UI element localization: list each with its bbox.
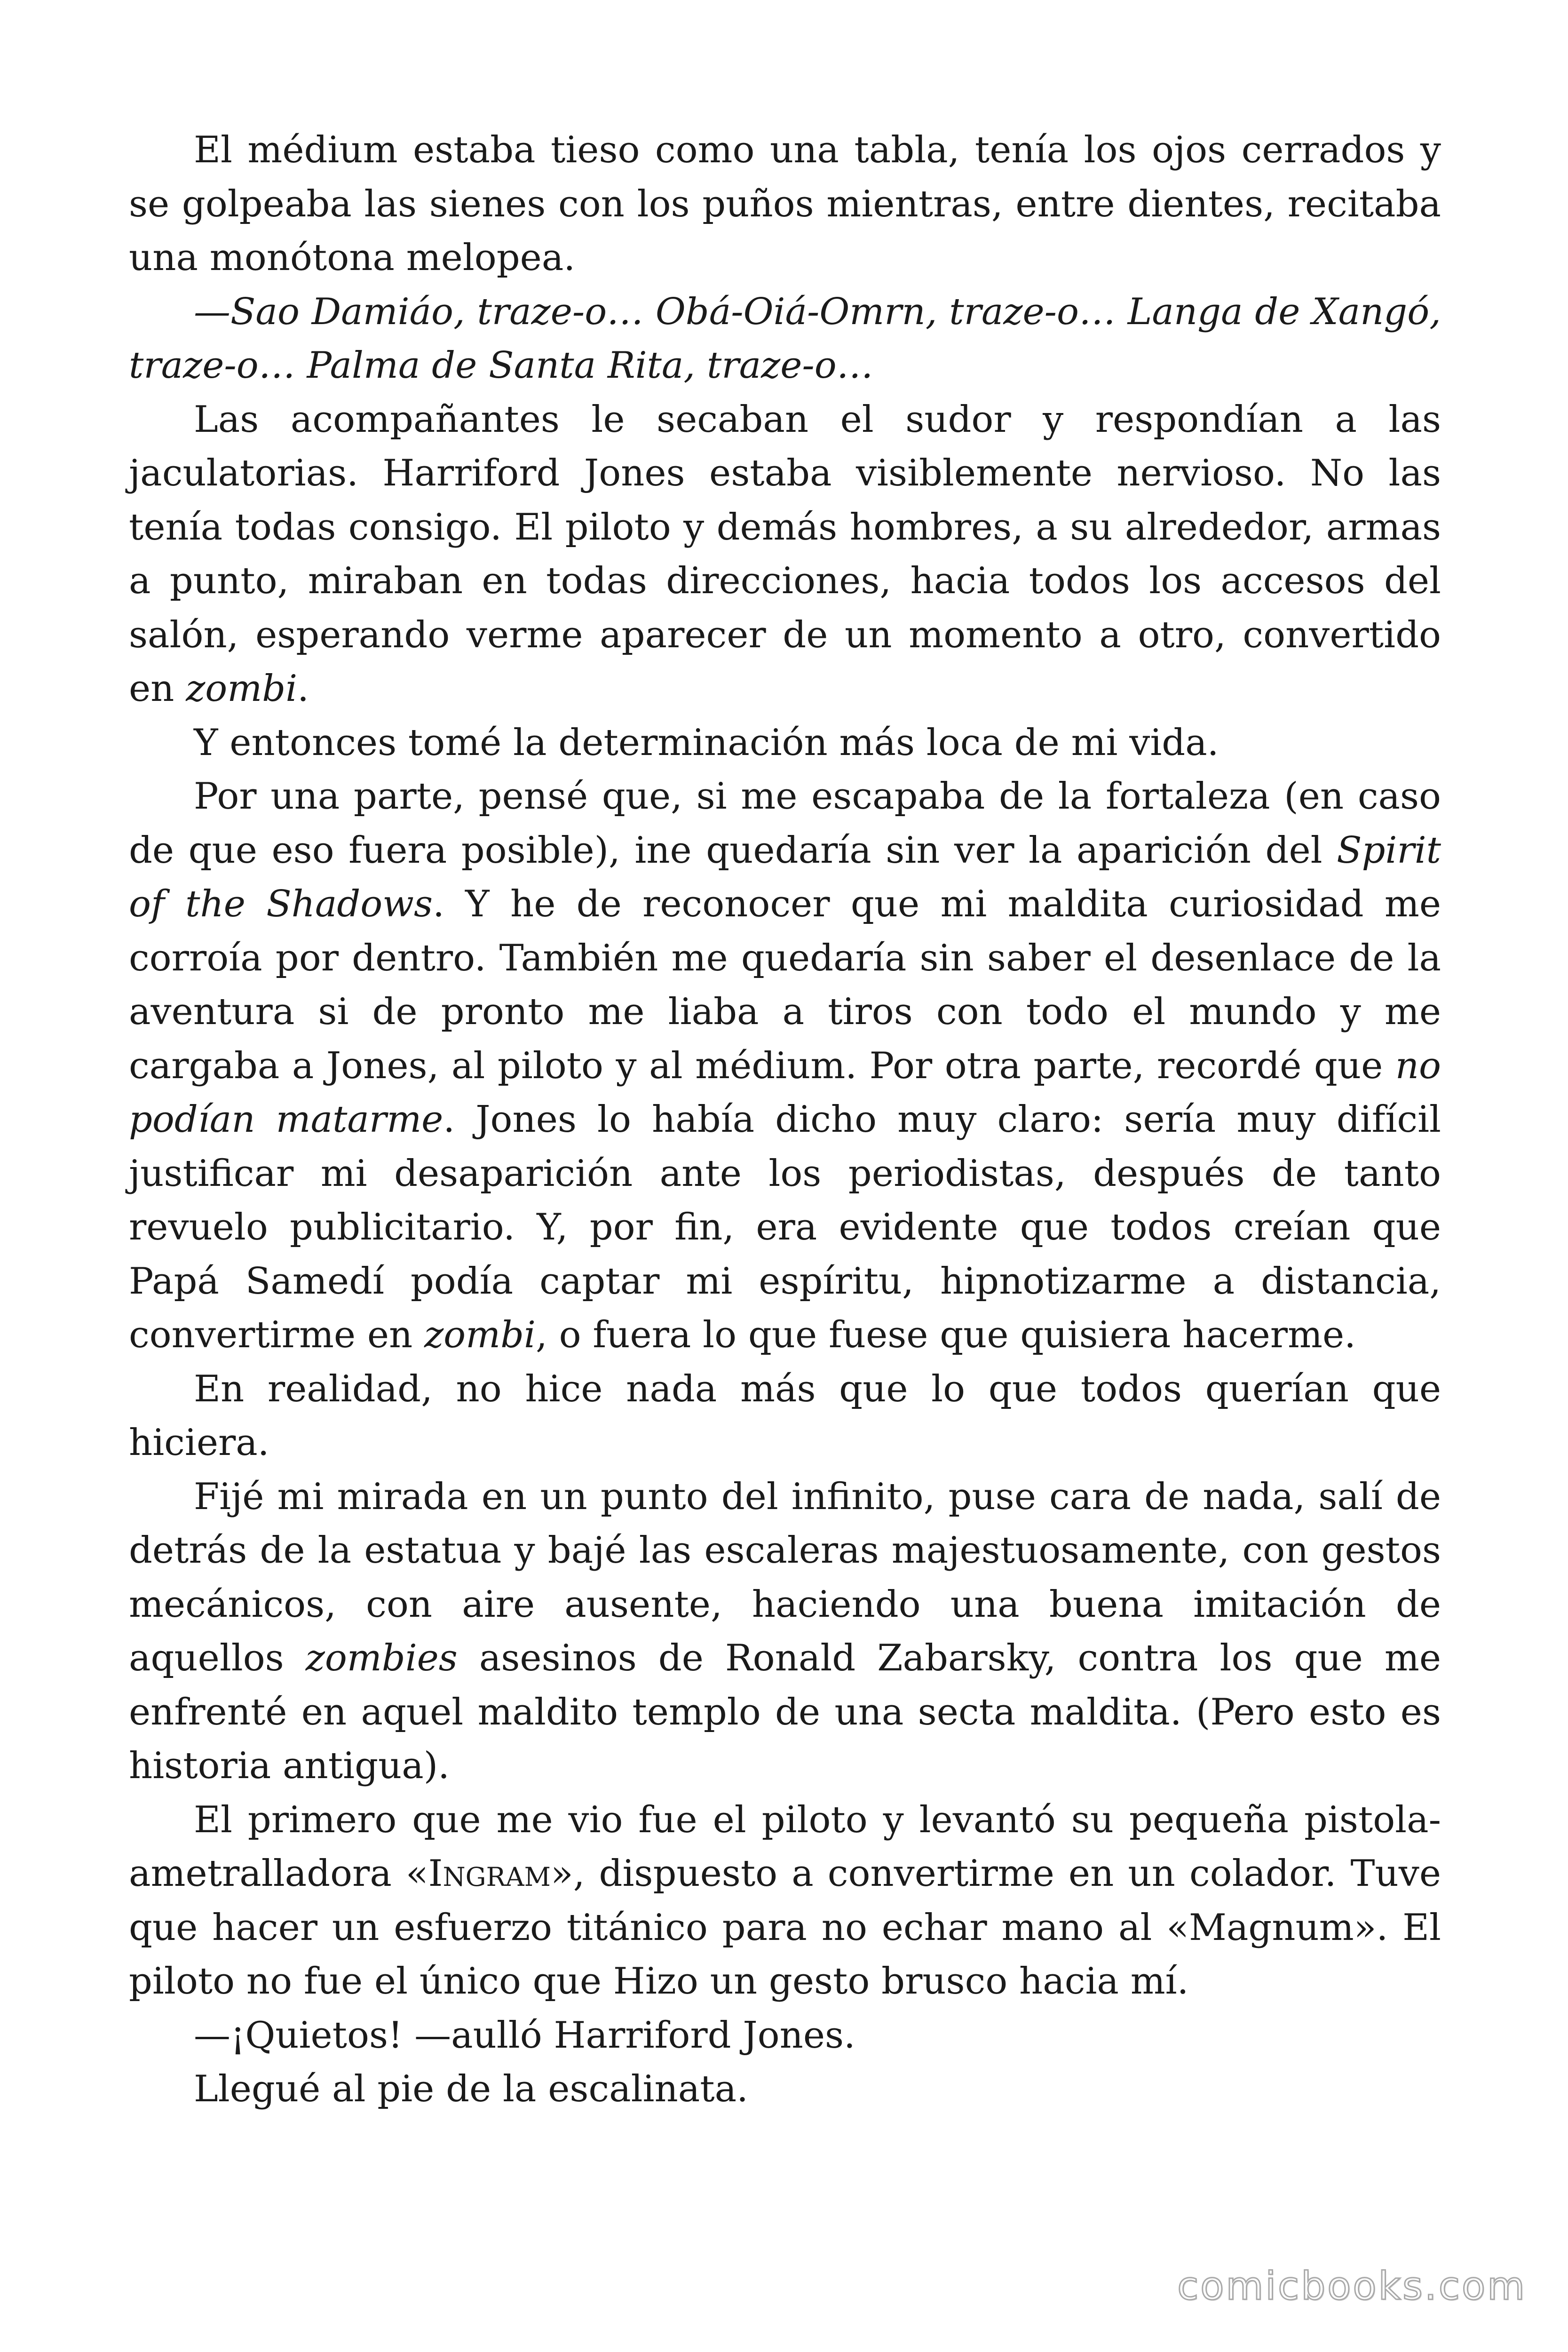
- page-body-text: [129, 123, 1441, 2116]
- paragraph: [129, 1793, 1441, 2009]
- paragraph: [129, 770, 1441, 1362]
- text-run: Por una parte, pensé que, si me escapaba de la fortaleza (en caso de que eso fuera posible), ine quedaría sin ver la aparición del: [129, 775, 1441, 872]
- text-run: . Jones lo había dicho muy claro: sería muy difícil justificar mi desaparición ante los periodistas, después de tanto revuelo publicitario. Y, por fin, era evidente que todos creían que Papá Samedí podía captar mi espíritu, hipnotizarme a distancia, convertirme en: [129, 1098, 1441, 1356]
- text-run: Fijé mi mirada en un punto del infinito, puse cara de nada, salí de detrás de la estatua y bajé las escaleras majestuosamente, con gestos mecánicos, con aire ausente, haciendo una buena imitación de aquellos: [129, 1475, 1441, 1679]
- italic-text: Spirit of the Shadows: [129, 829, 1441, 925]
- text-run: », dispuesto a convertirme en un colador. Tuve que hacer un esfuerzo titánico para no echar mano al «Magnum». El piloto no fue el único que Hizo un gesto brusco hacia mí.: [129, 1852, 1441, 2002]
- italic-text: —Sao Damiáo, traze-o… Obá-Oiá-Omrn, traze-o… Langa de Xangó, traze-o… Palma de Santa Rita, traze-o…: [129, 290, 1441, 387]
- text-run: Llegué al pie de la escalinata.: [194, 2068, 748, 2110]
- paragraph: [129, 2009, 1441, 2063]
- italic-text: no podían matarme: [129, 1044, 1441, 1141]
- text-run: El médium estaba tieso como una tabla, tenía los ojos cerrados y se golpeaba las sienes con los puños mientras, entre dientes, recitaba una monótona melopea.: [129, 129, 1441, 279]
- text-run: Las acompañantes le secaban el sudor y respondían a las jaculatorias. Harriford Jones estaba visiblemente nervioso. No las tenía todas consigo. El piloto y demás hombres, a su alrededor, armas a punto, miraban en todas direcciones, hacia todos los accesos del salón, esperando verme aparecer de un momento a otro, convertido en: [129, 398, 1441, 710]
- italic-text: zombi: [186, 667, 298, 710]
- paragraph: [129, 285, 1441, 393]
- paragraph: [129, 716, 1441, 770]
- watermark-text: comicbooks.com: [1177, 2264, 1527, 2309]
- text-run: El primero que me vio fue el piloto y levantó su pequeña pistola-ametralladora «: [129, 1798, 1441, 1895]
- italic-text: zombi: [424, 1314, 536, 1356]
- text-run: —¡Quietos! —aulló Harriford Jones.: [194, 2014, 855, 2057]
- paragraph: [129, 1362, 1441, 1470]
- text-run: .: [297, 667, 309, 710]
- paragraph: [129, 393, 1441, 716]
- paragraph: [129, 1470, 1441, 1793]
- paragraph: [129, 2062, 1441, 2116]
- paragraph: [129, 123, 1441, 285]
- text-run: asesinos de Ronald Zabarsky, contra los que me enfrenté en aquel maldito templo de una secta maldita. (Pero esto es historia antigua).: [129, 1637, 1441, 1787]
- italic-text: zombies: [305, 1637, 458, 1679]
- text-run: . Y he de reconocer que mi maldita curiosidad me corroía por dentro. También me quedaría sin saber el desenlace de la aventura si de pronto me liaba a tiros con todo el mundo y me cargaba a Jones, al piloto y al médium. Por otra parte, recordé que: [129, 883, 1441, 1087]
- small-caps-text: Ingram: [428, 1852, 551, 1895]
- text-run: En realidad, no hice nada más que lo que todos querían que hiciera.: [129, 1367, 1441, 1464]
- text-run: , o fuera lo que fuese que quisiera hacerme.: [535, 1314, 1356, 1356]
- text-run: Y entonces tomé la determinación más loca de mi vida.: [194, 721, 1219, 764]
